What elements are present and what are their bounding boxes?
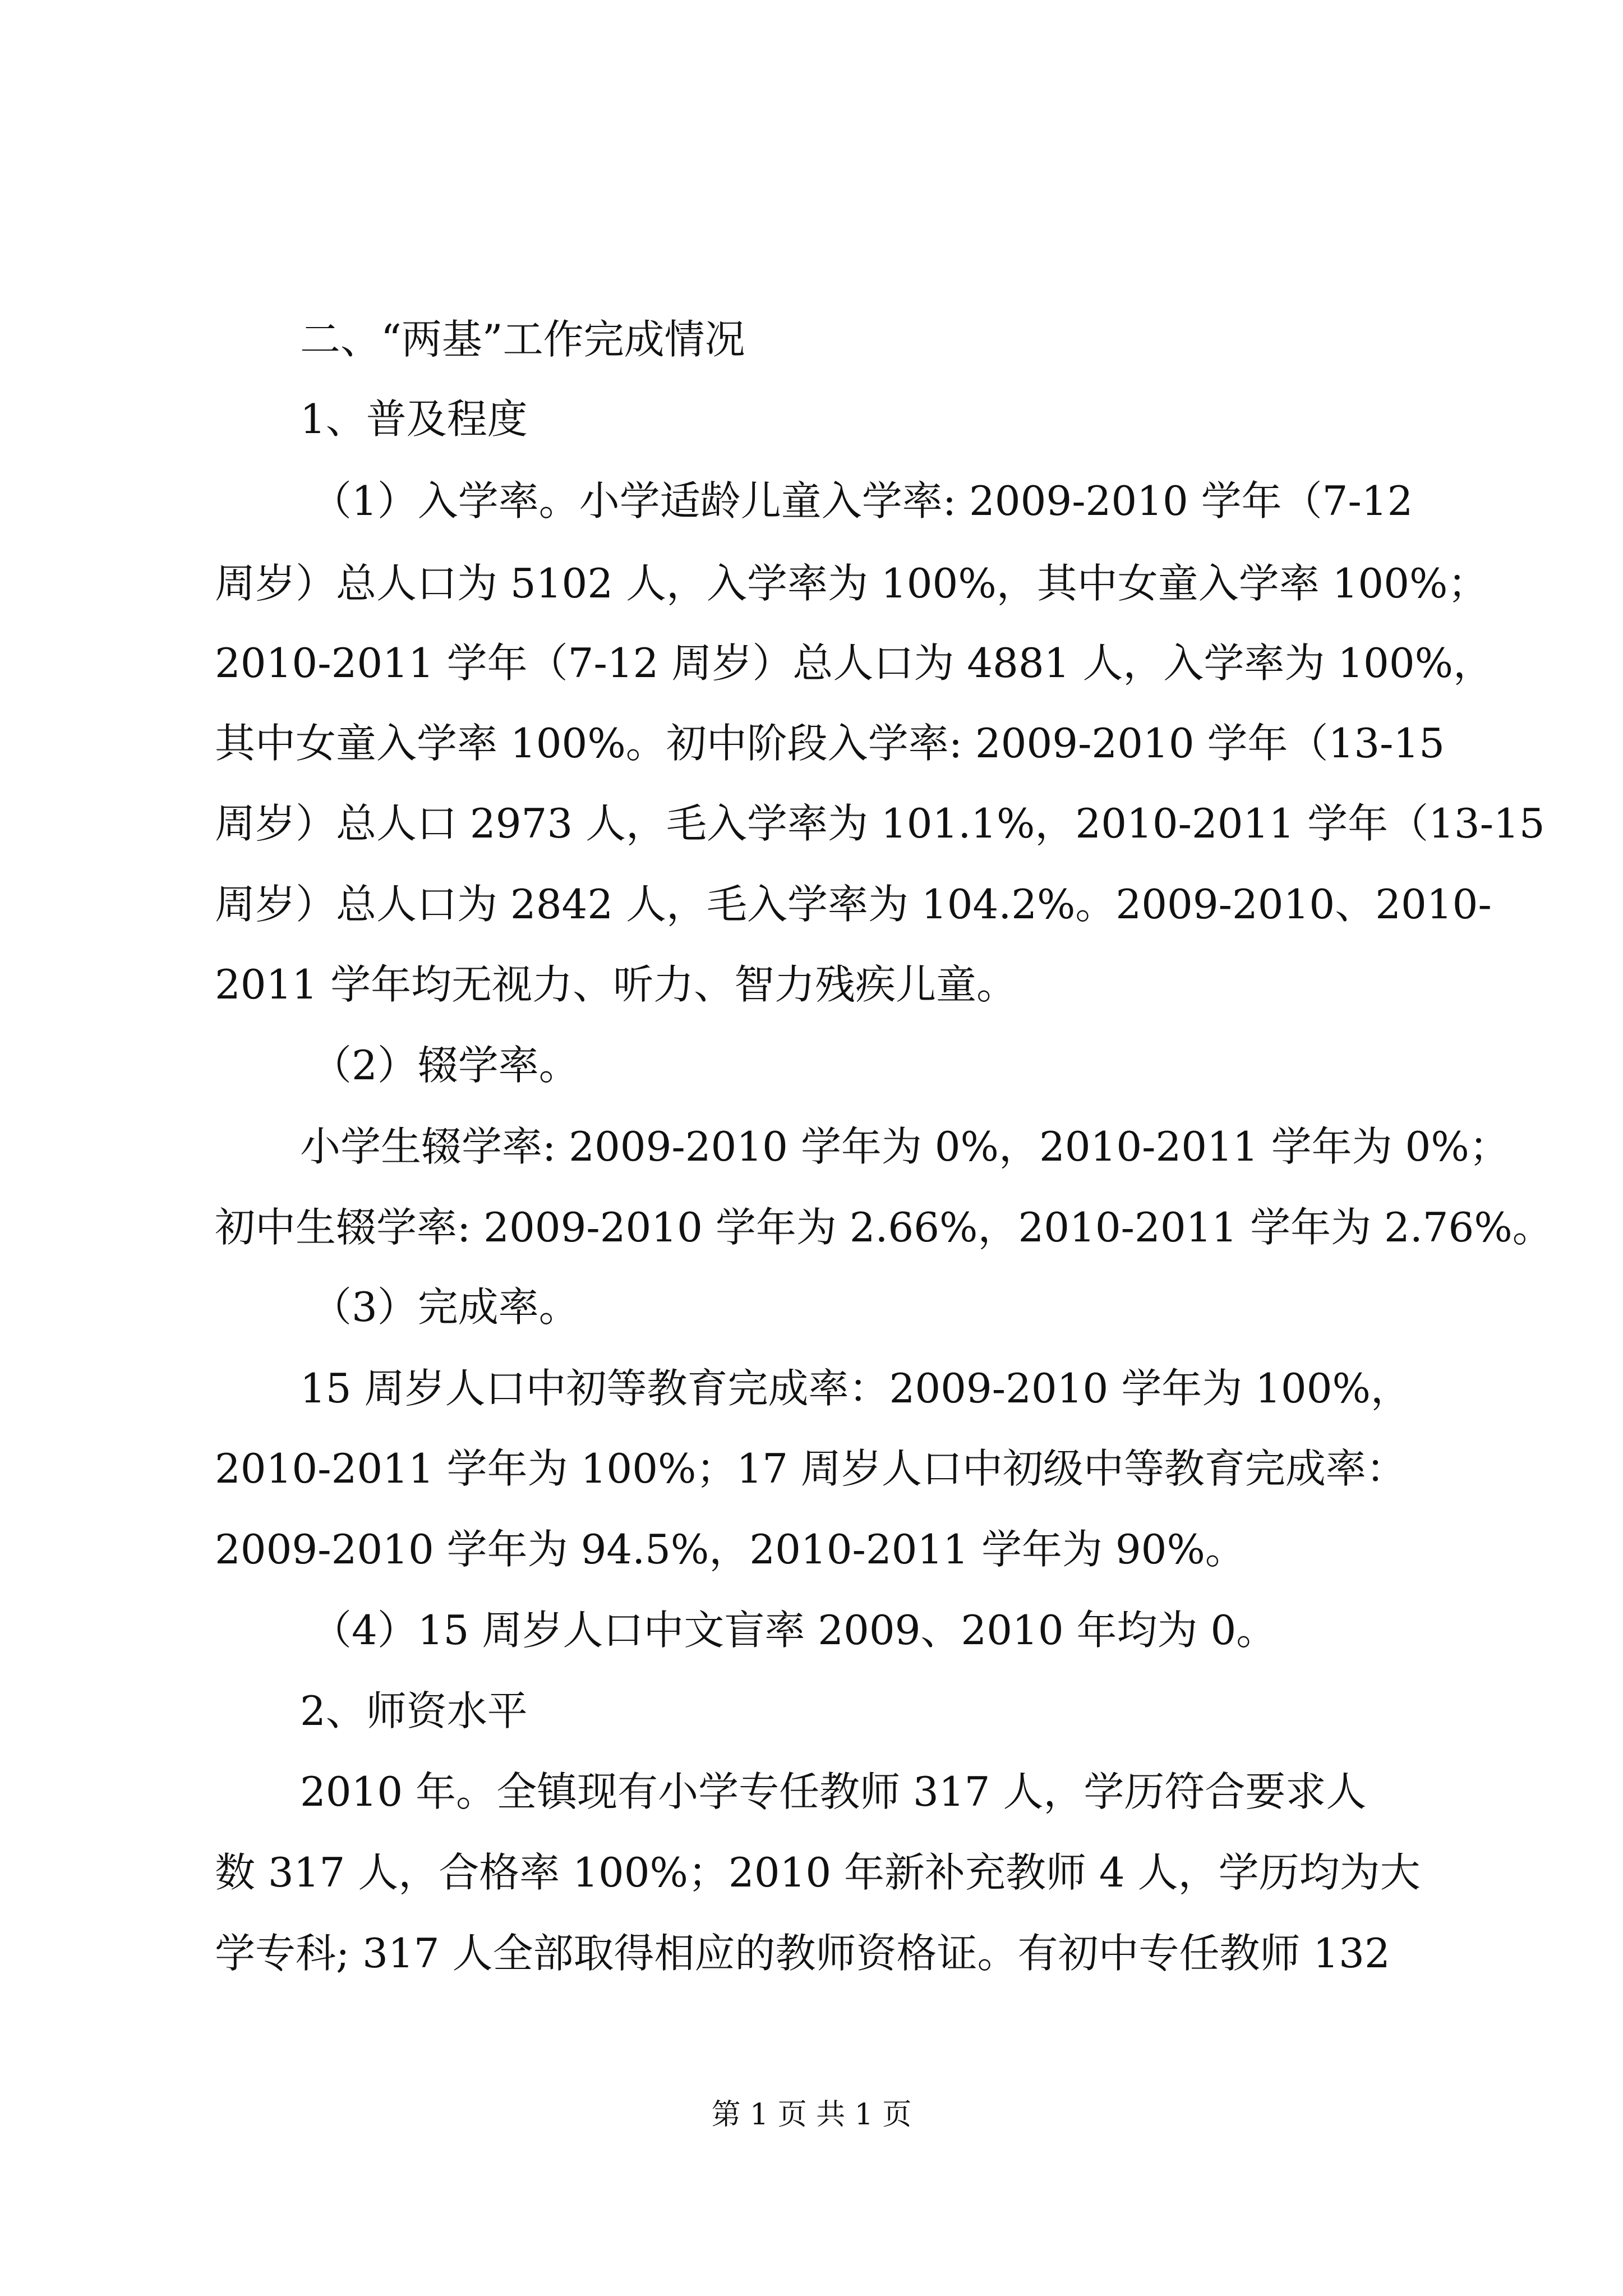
section-heading: 二、“两基”工作完成情况: [300, 316, 745, 363]
paragraph-line: 其中女童入学率 100%。初中阶段入学率: 2009-2010 学年（13-15: [215, 720, 1445, 767]
paragraph-line: （3）完成率。: [311, 1283, 579, 1331]
paragraph-line: 2010-2011 学年为 100%；17 周岁人口中初级中等教育完成率：: [215, 1445, 1407, 1492]
page-footer: 第 1 页 共 1 页: [711, 2098, 912, 2132]
paragraph-line: （4）15 周岁人口中文盲率 2009、2010 年均为 0。: [311, 1607, 1277, 1654]
paragraph-line: 2009-2010 学年为 94.5%，2010-2011 学年为 90%。: [215, 1526, 1246, 1573]
paragraph-line: （2）辍学率。: [311, 1042, 579, 1089]
paragraph-line: 周岁）总人口为 2842 人，毛入学率为 104.2%。2009-2010、2010-: [215, 881, 1492, 928]
paragraph-line: 学专科; 317 人全部取得相应的教师资格证。有初中专任教师 132: [215, 1930, 1390, 1977]
paragraph-line: 2010 年。全镇现有小学专任教师 317 人，学历符合要求人: [300, 1768, 1367, 1815]
subsection-heading: 1、普及程度: [300, 395, 528, 443]
paragraph-line: 数 317 人，合格率 100%；2010 年新补充教师 4 人，学历均为大: [215, 1849, 1421, 1896]
paragraph-line: 小学生辍学率: 2009-2010 学年为 0%，2010-2011 学年为 0%；: [300, 1123, 1510, 1170]
subsection-heading: 2、师资水平: [300, 1687, 528, 1734]
paragraph-line: 周岁）总人口 2973 人，毛入学率为 101.1%，2010-2011 学年（13-15: [215, 800, 1545, 847]
paragraph-line: （1）入学率。小学适龄儿童入学率: 2009-2010 学年（7-12: [311, 477, 1413, 524]
paragraph-line: 15 周岁人口中初等教育完成率：2009-2010 学年为 100%，: [300, 1365, 1411, 1412]
paragraph-line: 2011 学年均无视力、听力、智力残疾儿童。: [215, 961, 1017, 1008]
paragraph-line: 初中生辍学率: 2009-2010 学年为 2.66%，2010-2011 学年为 2.76%。: [215, 1204, 1553, 1251]
paragraph-line: 2010-2011 学年（7-12 周岁）总人口为 4881 人，入学率为 100%，: [215, 639, 1494, 687]
paragraph-line: 周岁）总人口为 5102 人，入学率为 100%，其中女童入学率 100%；: [215, 560, 1488, 607]
